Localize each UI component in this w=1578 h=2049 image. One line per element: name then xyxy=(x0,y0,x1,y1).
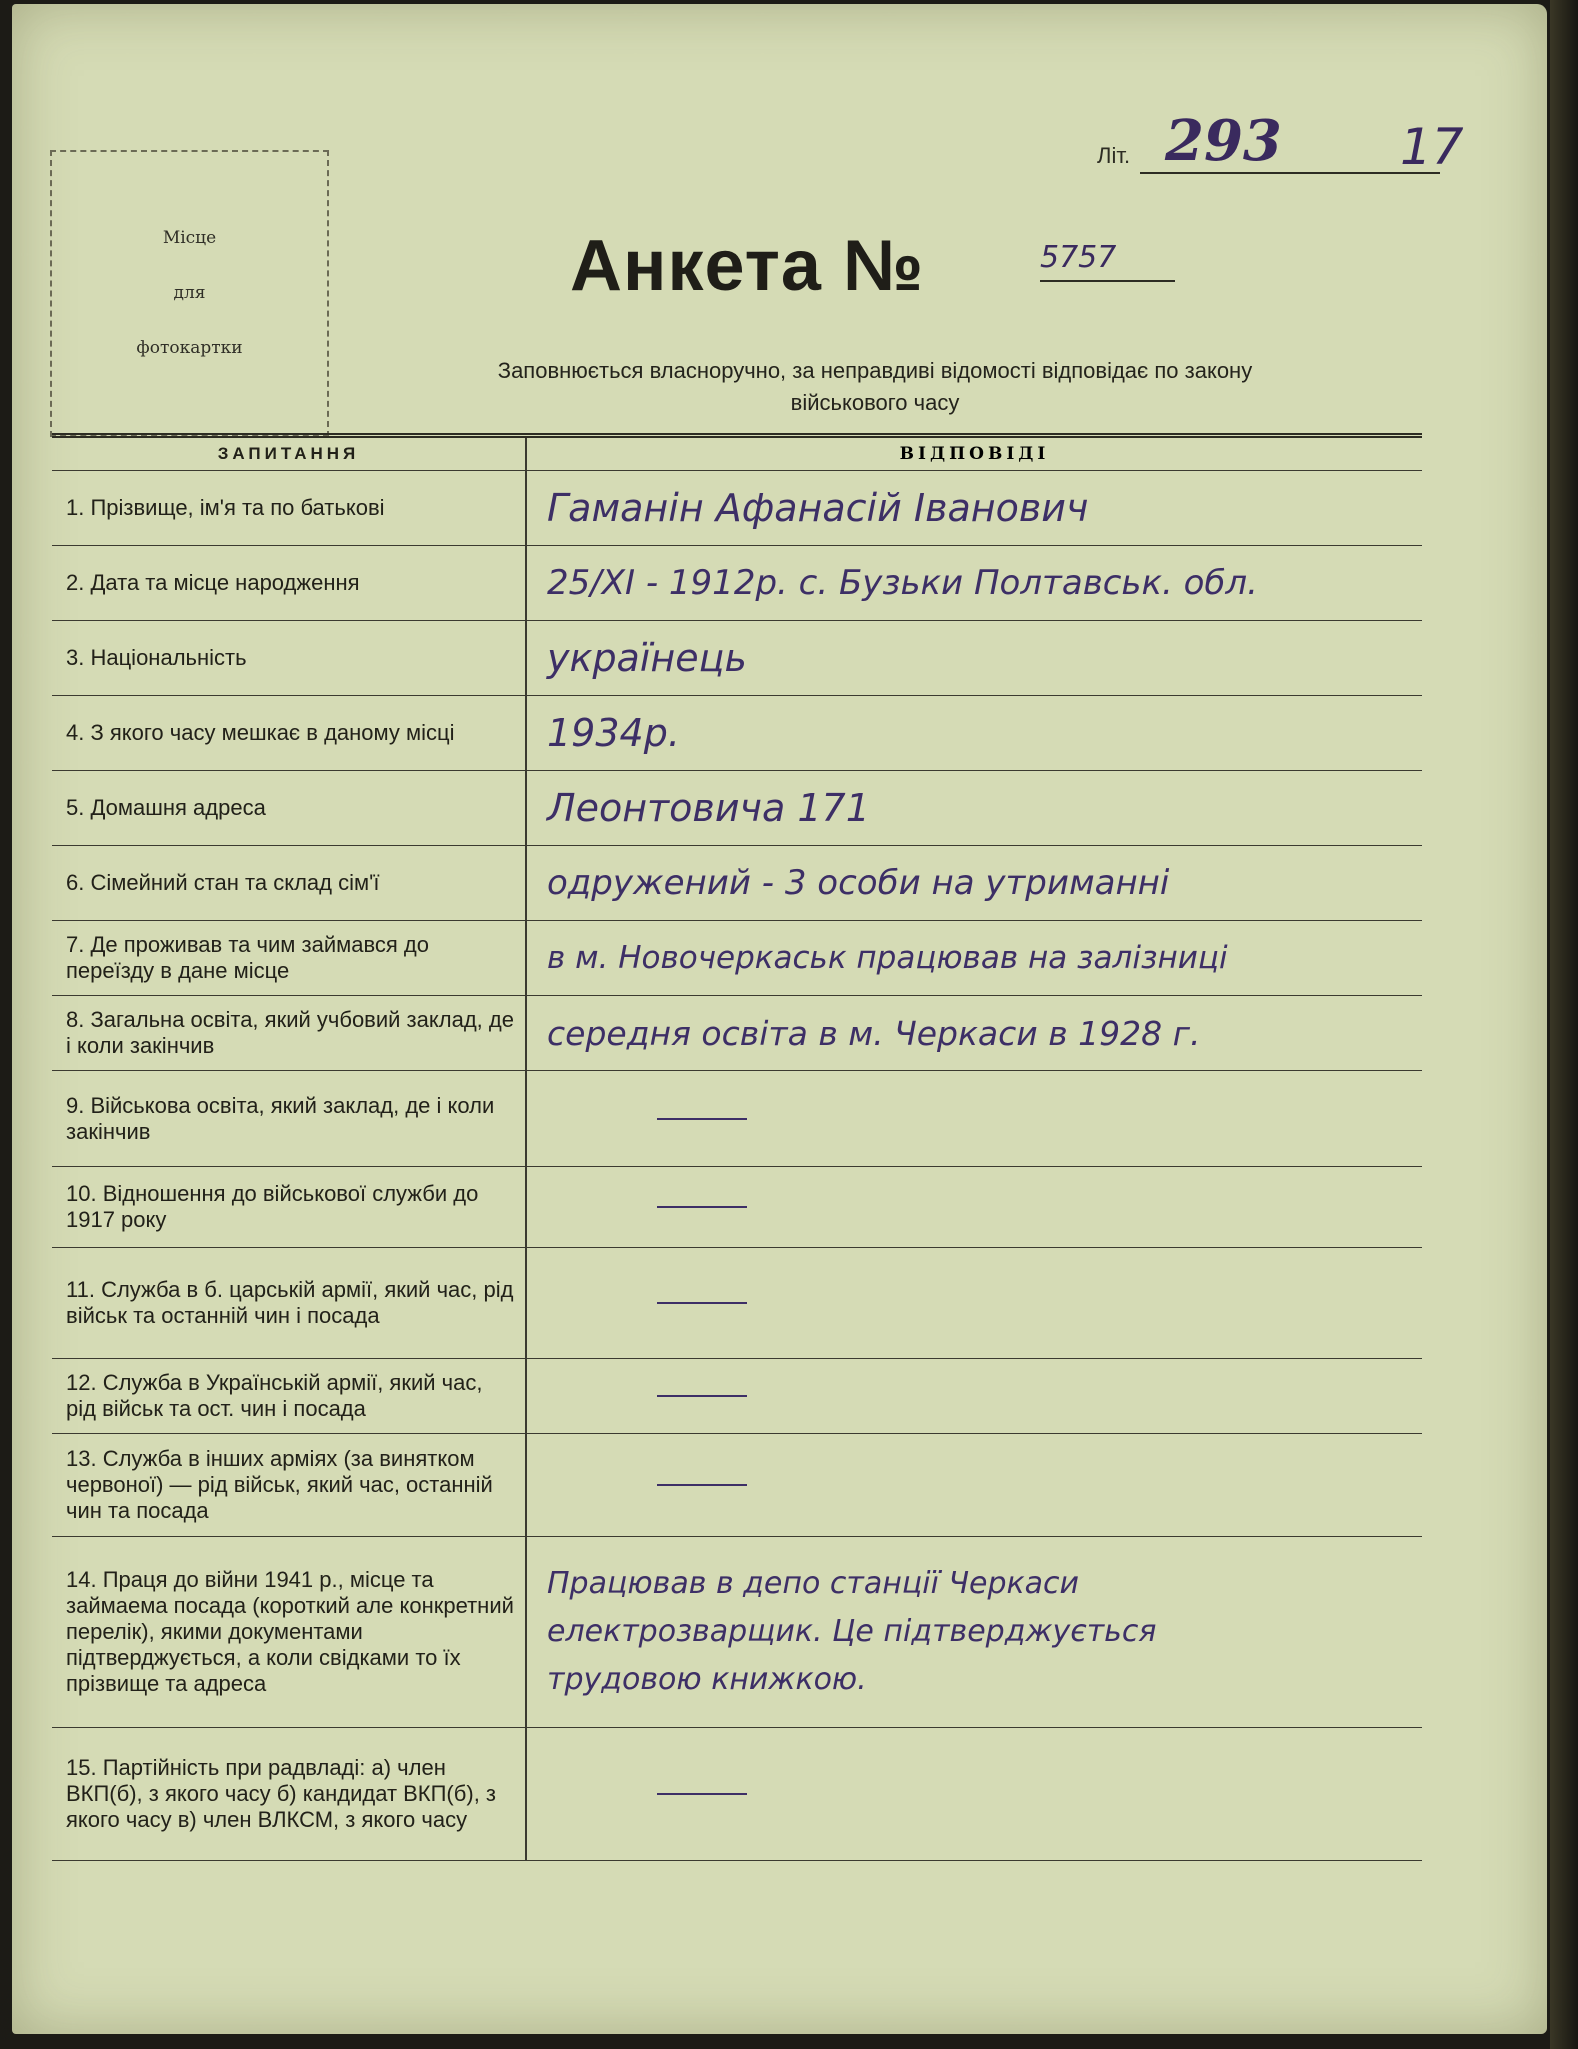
table-row xyxy=(52,846,1422,921)
answer-dash xyxy=(657,1395,747,1397)
answer-cell xyxy=(527,1537,1422,1727)
page-title: Анкета № xyxy=(570,226,925,306)
answer-text: Гаманін Афанасій Іванович xyxy=(547,486,1089,530)
question-text: 8. Загальна освіта, який учбовий заклад, де і коли закінчив xyxy=(52,996,527,1070)
question-text: 1. Прізвище, ім'я та по батькові xyxy=(52,471,527,545)
question-text: 5. Домашня адреса xyxy=(52,771,527,845)
table-row xyxy=(52,546,1422,621)
table-row xyxy=(52,471,1422,546)
answer-cell xyxy=(527,1728,1422,1860)
answer-cell xyxy=(527,1167,1422,1247)
table-row xyxy=(52,1728,1422,1861)
questionnaire-table xyxy=(52,433,1422,1861)
col-header-questions: ЗАПИТАННЯ xyxy=(52,438,527,470)
answer-cell xyxy=(527,1071,1422,1166)
answer-text: середня освіта в м. Черкаси в 1928 г. xyxy=(547,1013,1201,1053)
answer-cell xyxy=(527,1434,1422,1536)
form-number: 5757 xyxy=(1040,240,1117,275)
question-text: 11. Служба в б. царській армії, який час, рід військ та останній чин і посада xyxy=(52,1248,527,1358)
photo-placeholder xyxy=(50,150,329,437)
table-row xyxy=(52,621,1422,696)
answer-text: 25/XI - 1912р. с. Бузьки Полтавськ. обл. xyxy=(547,563,1258,603)
question-text: 12. Служба в Українській армії, який час, рід військ та ост. чин і посада xyxy=(52,1359,527,1433)
form-instructions xyxy=(350,355,1400,419)
question-text: 9. Військова освіта, який заклад, де і коли закінчив xyxy=(52,1071,527,1166)
instructions-line-2: військового часу xyxy=(790,390,960,415)
col-header-answers: ВІДПОВІДІ xyxy=(899,444,1050,464)
question-text: 2. Дата та місце народження xyxy=(52,546,527,620)
lit-suffix: 17 xyxy=(1400,118,1464,176)
table-header xyxy=(52,438,1422,471)
answer-line-3: трудовою книжкою. xyxy=(547,1662,867,1697)
answer-cell xyxy=(527,1248,1422,1358)
question-text: 13. Служба в інших арміях (за винятком червоної) — рід військ, який час, останній чин та посада xyxy=(52,1434,527,1536)
table-row xyxy=(52,1359,1422,1434)
table-row xyxy=(52,1248,1422,1359)
question-text: 10. Відношення до військової служби до 1917 року xyxy=(52,1167,527,1247)
photo-label-2: для xyxy=(173,283,206,303)
answer-dash xyxy=(657,1793,747,1795)
table-row xyxy=(52,1071,1422,1167)
question-text: 4. З якого часу мешкає в даному місці xyxy=(52,696,527,770)
question-text: 6. Сімейний стан та склад сім'ї xyxy=(52,846,527,920)
table-row xyxy=(52,996,1422,1071)
table-row xyxy=(52,696,1422,771)
photo-label-1: Місце xyxy=(162,228,217,248)
answer-dash xyxy=(657,1302,747,1304)
table-row xyxy=(52,1167,1422,1248)
question-text: 15. Партійність при радвладі: а) член ВКП(б), з якого часу б) кандидат ВКП(б), з якого часу в) член ВЛКСМ, з якого часу xyxy=(52,1728,527,1860)
answer-dash xyxy=(657,1118,747,1120)
instructions-line-1: Заповнюється власноручно, за неправдиві відомості відповідає по закону xyxy=(497,358,1253,383)
lit-number: 293 xyxy=(1165,108,1282,174)
question-text: 14. Праця до війни 1941 р., місце та займаема посада (короткий але конкретний перелік), якими документами підтверджується, а коли свідками то їх прізвище та адреса xyxy=(52,1537,527,1727)
answer-text: 1934р. xyxy=(547,711,680,755)
answer-dash xyxy=(657,1206,747,1208)
answer-dash xyxy=(657,1484,747,1486)
answer-cell xyxy=(527,1359,1422,1433)
question-text: 7. Де проживав та чим займався до переїзду в дане місце xyxy=(52,921,527,995)
answer-text: Леонтовича 171 xyxy=(547,786,870,830)
answer-text: одружений - 3 особи на утриманні xyxy=(547,863,1170,903)
page-edge xyxy=(1550,0,1578,2049)
question-text: 3. Національність xyxy=(52,621,527,695)
table-row xyxy=(52,1434,1422,1537)
form-number-underline xyxy=(1040,280,1175,282)
table-row xyxy=(52,921,1422,996)
table-row xyxy=(52,1537,1422,1728)
lit-label: Літ. xyxy=(1097,143,1131,168)
answer-line-2: електрозварщик. Це підтверджується xyxy=(547,1614,1157,1649)
answer-text: в м. Новочеркаськ працював на залізниці xyxy=(547,940,1228,976)
answer-line-1: Працював в депо станції Черкаси xyxy=(547,1566,1080,1601)
photo-label-3: фотокартки xyxy=(136,338,243,358)
table-row xyxy=(52,771,1422,846)
answer-text: українець xyxy=(547,636,747,680)
